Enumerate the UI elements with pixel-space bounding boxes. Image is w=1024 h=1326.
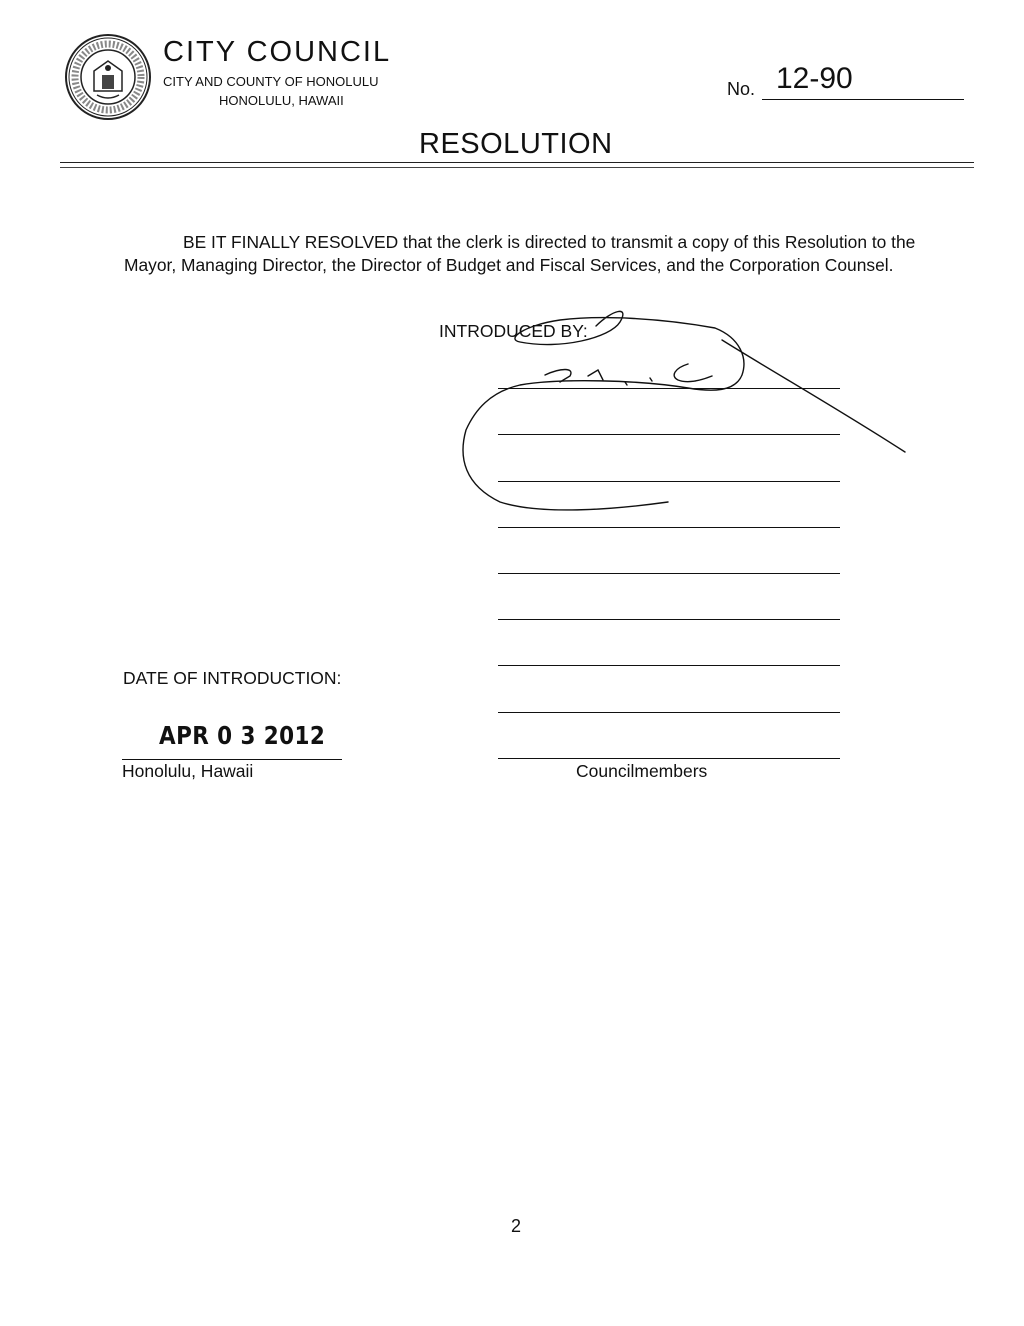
signature-line-7 (498, 665, 840, 666)
resolution-body-text: BE IT FINALLY RESOLVED that the clerk is directed to transmit a copy of this Resolution to the Mayor, Managing Director, the Director of Budget and Fiscal Services, and the Corporation Counsel. (124, 232, 916, 275)
header-rule-top (60, 162, 974, 163)
council-title: CITY COUNCIL (163, 36, 392, 68)
council-subtitle-line1: CITY AND COUNTY OF HONOLULU (163, 74, 379, 89)
signature-line-6 (498, 619, 840, 620)
document-type-heading: RESOLUTION (419, 128, 613, 160)
resolution-number: 12-90 (776, 62, 853, 95)
signature-line-2 (498, 434, 840, 435)
header-rule-bottom (60, 167, 974, 168)
council-subtitle-line2: HONOLULU, HAWAII (219, 93, 344, 108)
date-underline (122, 759, 342, 760)
place-of-introduction: Honolulu, Hawaii (122, 761, 254, 781)
city-seal-icon (64, 33, 152, 121)
signature-line-9 (498, 758, 840, 759)
signature-line-1 (498, 388, 840, 389)
resolution-body (124, 231, 924, 277)
signature-line-8 (498, 712, 840, 713)
resolution-number-underline (762, 99, 964, 100)
page-number: 2 (511, 1216, 522, 1236)
date-of-introduction-label: DATE OF INTRODUCTION: (123, 668, 342, 688)
resolution-number-label: No. (727, 79, 756, 99)
signature-line-3 (498, 481, 840, 482)
introduced-by-label: INTRODUCED BY: (439, 321, 588, 341)
date-stamp: APR 0 3 2012 (159, 721, 326, 750)
signature-line-5 (498, 573, 840, 574)
councilmembers-label: Councilmembers (576, 761, 708, 781)
signature-line-4 (498, 527, 840, 528)
